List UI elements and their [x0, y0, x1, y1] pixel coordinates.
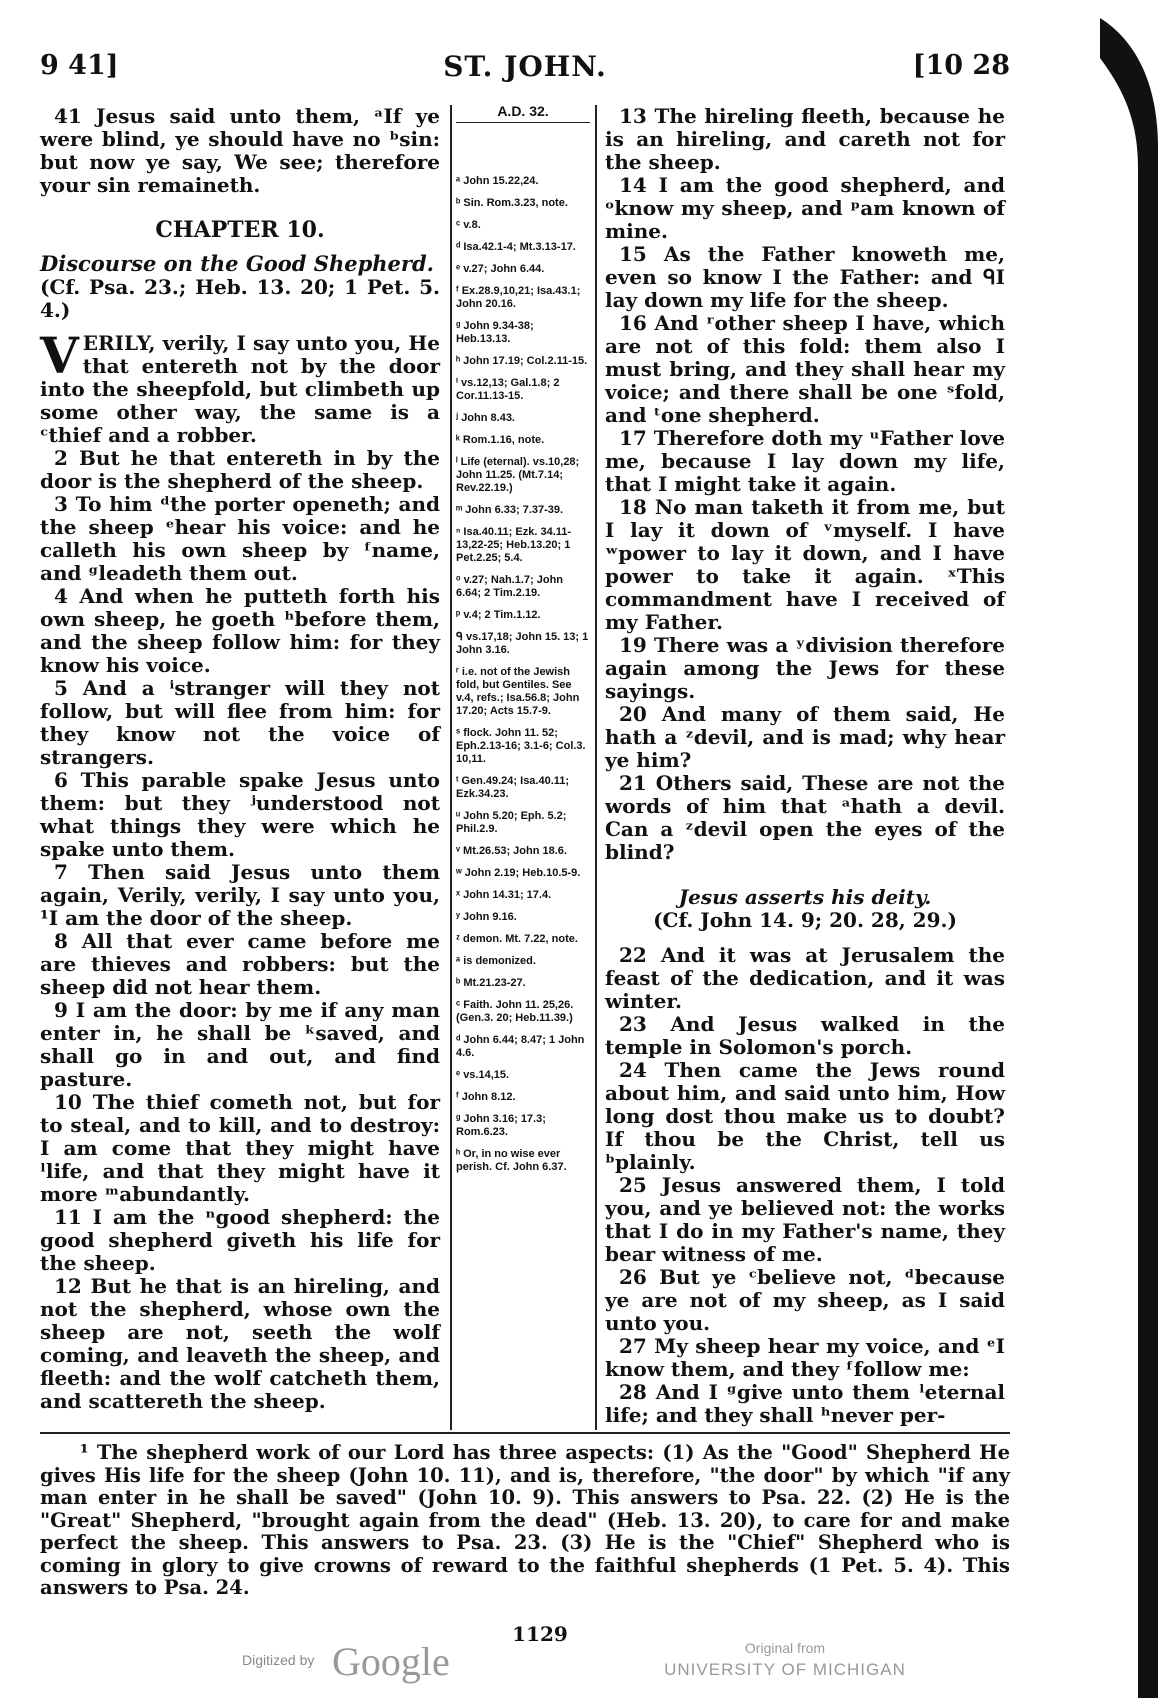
margin-ref: ˡ Life (eternal). vs.10,28; John 11.25. (Mt.7.14; Rev.22.19.)	[456, 456, 580, 494]
verse: 27 My sheep hear my voice, and ᵉI know them, and they ᶠfollow me:	[605, 1334, 1005, 1381]
margin-ref: ᵈ John 6.44; 8.47; 1 John 4.6.	[456, 1034, 585, 1059]
footnote	[40, 1442, 1010, 1600]
verse: 10 The thief cometh not, but for to steal, and to kill, and to destroy: I am come that they might have ˡlife, and that they might have it more ᵐabundantly.	[40, 1090, 440, 1206]
page-number: 1129	[512, 1622, 568, 1646]
verse: 13 The hireling fleeth, because he is an hireling, and careth not for the sheep.	[605, 104, 1005, 174]
margin-ref: ᵏ Rom.1.16, note.	[456, 434, 545, 446]
verse: 2 But he that entereth in by the door is the shepherd of the sheep.	[40, 446, 440, 493]
column-divider-right	[595, 105, 597, 1430]
margin-ref: ˢ flock. John 11. 52; Eph.2.13-16; 3.1-6; Col.3. 10,11.	[456, 727, 586, 765]
margin-ref: ᵗ Gen.49.24; Isa.40.11; Ezk.34.23.	[456, 775, 570, 800]
verse: 9 I am the door: by me if any man enter in, he shall be ᵏsaved, and shall go in and out, and find pasture.	[40, 998, 440, 1091]
verse-9-41: 41 Jesus said unto them, ᵃIf ye were blind, ye should have no ᵇsin: but now ye say, We see; therefore your sin remaineth.	[40, 104, 440, 197]
verse: 8 All that ever came before me are thieves and robbers: but the sheep did not hear them.	[40, 929, 440, 999]
section-heading-refs: (Cf. Psa. 23.; Heb. 13. 20; 1 Pet. 5. 4.)	[40, 275, 440, 322]
margin-date-heading: A.D. 32.	[456, 105, 590, 123]
margin-ref: ᵃ John 15.22,24.	[456, 175, 539, 187]
right-text-column	[605, 105, 1005, 1427]
margin-ref: ᵘ John 5.20; Eph. 5.2; Phil.2.9.	[456, 810, 567, 835]
verse: 24 Then came the Jews round about him, and said unto him, How long dost thou make us to doubt? If thou be the Christ, tell us ᵇplainly.	[605, 1058, 1005, 1174]
column-divider-left	[450, 105, 452, 1430]
section-heading: Jesus asserts his deity.	[678, 885, 932, 909]
verse: 11 I am the ⁿgood shepherd: the good shepherd giveth his life for the sheep.	[40, 1205, 440, 1275]
margin-ref: ᵈ Isa.42.1-4; Mt.3.13-17.	[456, 241, 576, 253]
margin-ref: ᵃ is demonized.	[456, 955, 536, 967]
original-from-label: Original from	[744, 1640, 826, 1656]
margin-ref: ʲ John 8.43.	[456, 412, 515, 424]
verse: 21 Others said, These are not the words of him that ᵃhath a devil. Can a ᶻdevil open the eyes of the blind?	[605, 771, 1005, 864]
verse: 14 I am the good shepherd, and ᵒknow my sheep, and ᵖam known of mine.	[605, 173, 1005, 243]
margin-ref: ᵇ Sin. Rom.3.23, note.	[456, 197, 568, 209]
margin-ref: ᶠ John 8.12.	[456, 1091, 516, 1103]
verse: 12 But he that is an hireling, and not the shepherd, whose own the sheep are not, seeth the wolf coming, and leaveth the sheep, and fleeth: and the wolf catcheth them, and scattereth the sheep.	[40, 1274, 440, 1413]
header-left-ref: 9 41]	[40, 50, 119, 81]
verse-10-1	[40, 326, 440, 447]
digitized-by-label: Digitized by	[242, 1652, 315, 1668]
verse: 20 And many of them said, He hath a ᶻdevil, and is mad; why hear ye him?	[605, 702, 1005, 772]
section-heading: Discourse on the Good Shepherd.	[40, 251, 434, 276]
verse: 5 And a ⁱstranger will they not follow, but will flee from him: for they know not the voice of strangers.	[40, 676, 440, 769]
university-label: UNIVERSITY OF MICHIGAN	[664, 1660, 906, 1679]
margin-ref: ᵉ v.27; John 6.44.	[456, 263, 545, 275]
margin-ref: ᶠ Ex.28.9,10,21; Isa.43.1; John 20.16.	[456, 285, 581, 310]
verse-10-1-text: ERILY, verily, I say unto you, He that entereth not by the door into the sheepfold, but climbeth up some other way, the same is a ᶜthief and a robber.	[40, 331, 440, 447]
margin-ref: ʰ John 17.19; Col.2.11-15.	[456, 355, 588, 367]
margin-ref: ᶜ Faith. John 11. 25,26. (Gen.3. 20; Heb.11.39.)	[456, 999, 574, 1024]
margin-ref: ᶻ demon. Mt. 7.22, note.	[456, 933, 578, 945]
margin-references-column	[456, 105, 590, 1183]
margin-ref: ᵍ John 3.16; 17.3; Rom.6.23.	[456, 1113, 546, 1138]
page-edge-bracket	[1092, 18, 1162, 1698]
header-right-ref: [10 28	[912, 50, 1010, 81]
verse: 26 But ye ᶜbelieve not, ᵈbecause ye are not of my sheep, as I said unto you.	[605, 1265, 1005, 1335]
margin-ref: ʷ John 2.19; Heb.10.5-9.	[456, 867, 581, 879]
verse: 23 And Jesus walked in the temple in Solomon's porch.	[605, 1012, 1005, 1059]
verse: 15 As the Father knoweth me, even so know I the Father: and ᑫI lay down my life for the sheep.	[605, 242, 1005, 312]
margin-ref: ᵛ Mt.26.53; John 18.6.	[456, 845, 567, 857]
header-book-title: ST. JOHN.	[443, 50, 607, 83]
section-heading-refs: (Cf. John 14. 9; 20. 28, 29.)	[653, 908, 957, 932]
margin-ref: ᵐ John 6.33; 7.37-39.	[456, 504, 564, 516]
margin-ref: ⁱ vs.12,13; Gal.1.8; 2 Cor.11.13-15.	[456, 377, 560, 402]
verse: 28 And I ᵍgive unto them ˡeternal life; and they shall ʰnever per-	[605, 1380, 1005, 1427]
margin-ref: ᵇ Mt.21.23-27.	[456, 977, 526, 989]
page-header	[40, 50, 1010, 90]
verse: 17 Therefore doth my ᵘFather love me, because I lay down my life, that I might take it again.	[605, 426, 1005, 496]
verse: 7 Then said Jesus unto them again, Verily, verily, I say unto you, ¹I am the door of the sheep.	[40, 860, 440, 930]
verse: 6 This parable spake Jesus unto them: but they ʲunderstood not what things they were which he spake unto them.	[40, 768, 440, 861]
drop-cap: V	[40, 326, 79, 385]
footnote-divider	[40, 1432, 1010, 1434]
verse: 18 No man taketh it from me, but I lay it down of ᵛmyself. I have ʷpower to lay it down, and I have power to take it again. ˣThis commandment have I received of my Father.	[605, 495, 1005, 634]
margin-ref: ᵖ v.4; 2 Tim.1.12.	[456, 609, 541, 621]
margin-ref: ˣ John 14.31; 17.4.	[456, 889, 552, 901]
margin-ref: ᵉ vs.14,15.	[456, 1069, 510, 1081]
margin-ref: ᑫ vs.17,18; John 15. 13; 1 John 3.16.	[456, 631, 589, 656]
margin-ref: ʸ John 9.16.	[456, 911, 517, 923]
margin-ref: ⁿ Isa.40.11; Ezk. 34.11-13,22-25; Heb.13.20; 1 Pet.2.25; 5.4.	[456, 526, 572, 564]
verse: 25 Jesus answered them, I told you, and ye believed not: the works that I do in my Father's name, they bear witness of me.	[605, 1173, 1005, 1266]
margin-ref: ʰ Or, in no wise ever perish. Cf. John 6.37.	[456, 1148, 567, 1173]
margin-ref: ᵍ John 9.34-38; Heb.13.13.	[456, 320, 534, 345]
footnote-text: ¹ The shepherd work of our Lord has three aspects: (1) As the "Good" Shepherd He gives His life for the sheep (John 10. 11), and is, therefore, "the door" by which "if any man enter in he shall be saved" (John 10. 9). This answers to Psa. 22. (2) He is the "Great" Shepherd, "brought again from the dead" (Heb. 13. 20), to care for and make perfect the sheep. This answers to Psa. 23. (3) He is the "Chief" Shepherd who is coming in glory to give crowns of reward to the faithful shepherds (1 Pet. 5. 4). This answers to Psa. 24.	[40, 1441, 1010, 1599]
margin-ref: ᶜ v.8.	[456, 219, 481, 231]
verse: 16 And ʳother sheep I have, which are not of this fold: them also I must bring, and they shall hear my voice; and there shall be one ˢfold, and ᵗone shepherd.	[605, 311, 1005, 427]
margin-ref: ᵒ v.27; Nah.1.7; John 6.64; 2 Tim.2.19.	[456, 574, 564, 599]
margin-ref: ʳ i.e. not of the Jewish fold, but Gentiles. See v.4, refs.; Isa.56.8; John 17.20; Acts 15.7-9.	[456, 666, 580, 717]
chapter-heading: CHAPTER 10.	[155, 217, 325, 243]
verse: 19 There was a ʸdivision therefore again among the Jews for these sayings.	[605, 633, 1005, 703]
verse: 22 And it was at Jerusalem the feast of the dedication, and it was winter.	[605, 943, 1005, 1013]
verse: 3 To him ᵈthe porter openeth; and the sheep ᵉhear his voice: and he calleth his own sheep by ᶠname, and ᵍleadeth them out.	[40, 492, 440, 585]
left-text-column	[40, 105, 440, 1413]
verse: 4 And when he putteth forth his own sheep, he goeth ʰbefore them, and the sheep follow him: for they know his voice.	[40, 584, 440, 677]
google-logo: Google	[332, 1639, 450, 1684]
